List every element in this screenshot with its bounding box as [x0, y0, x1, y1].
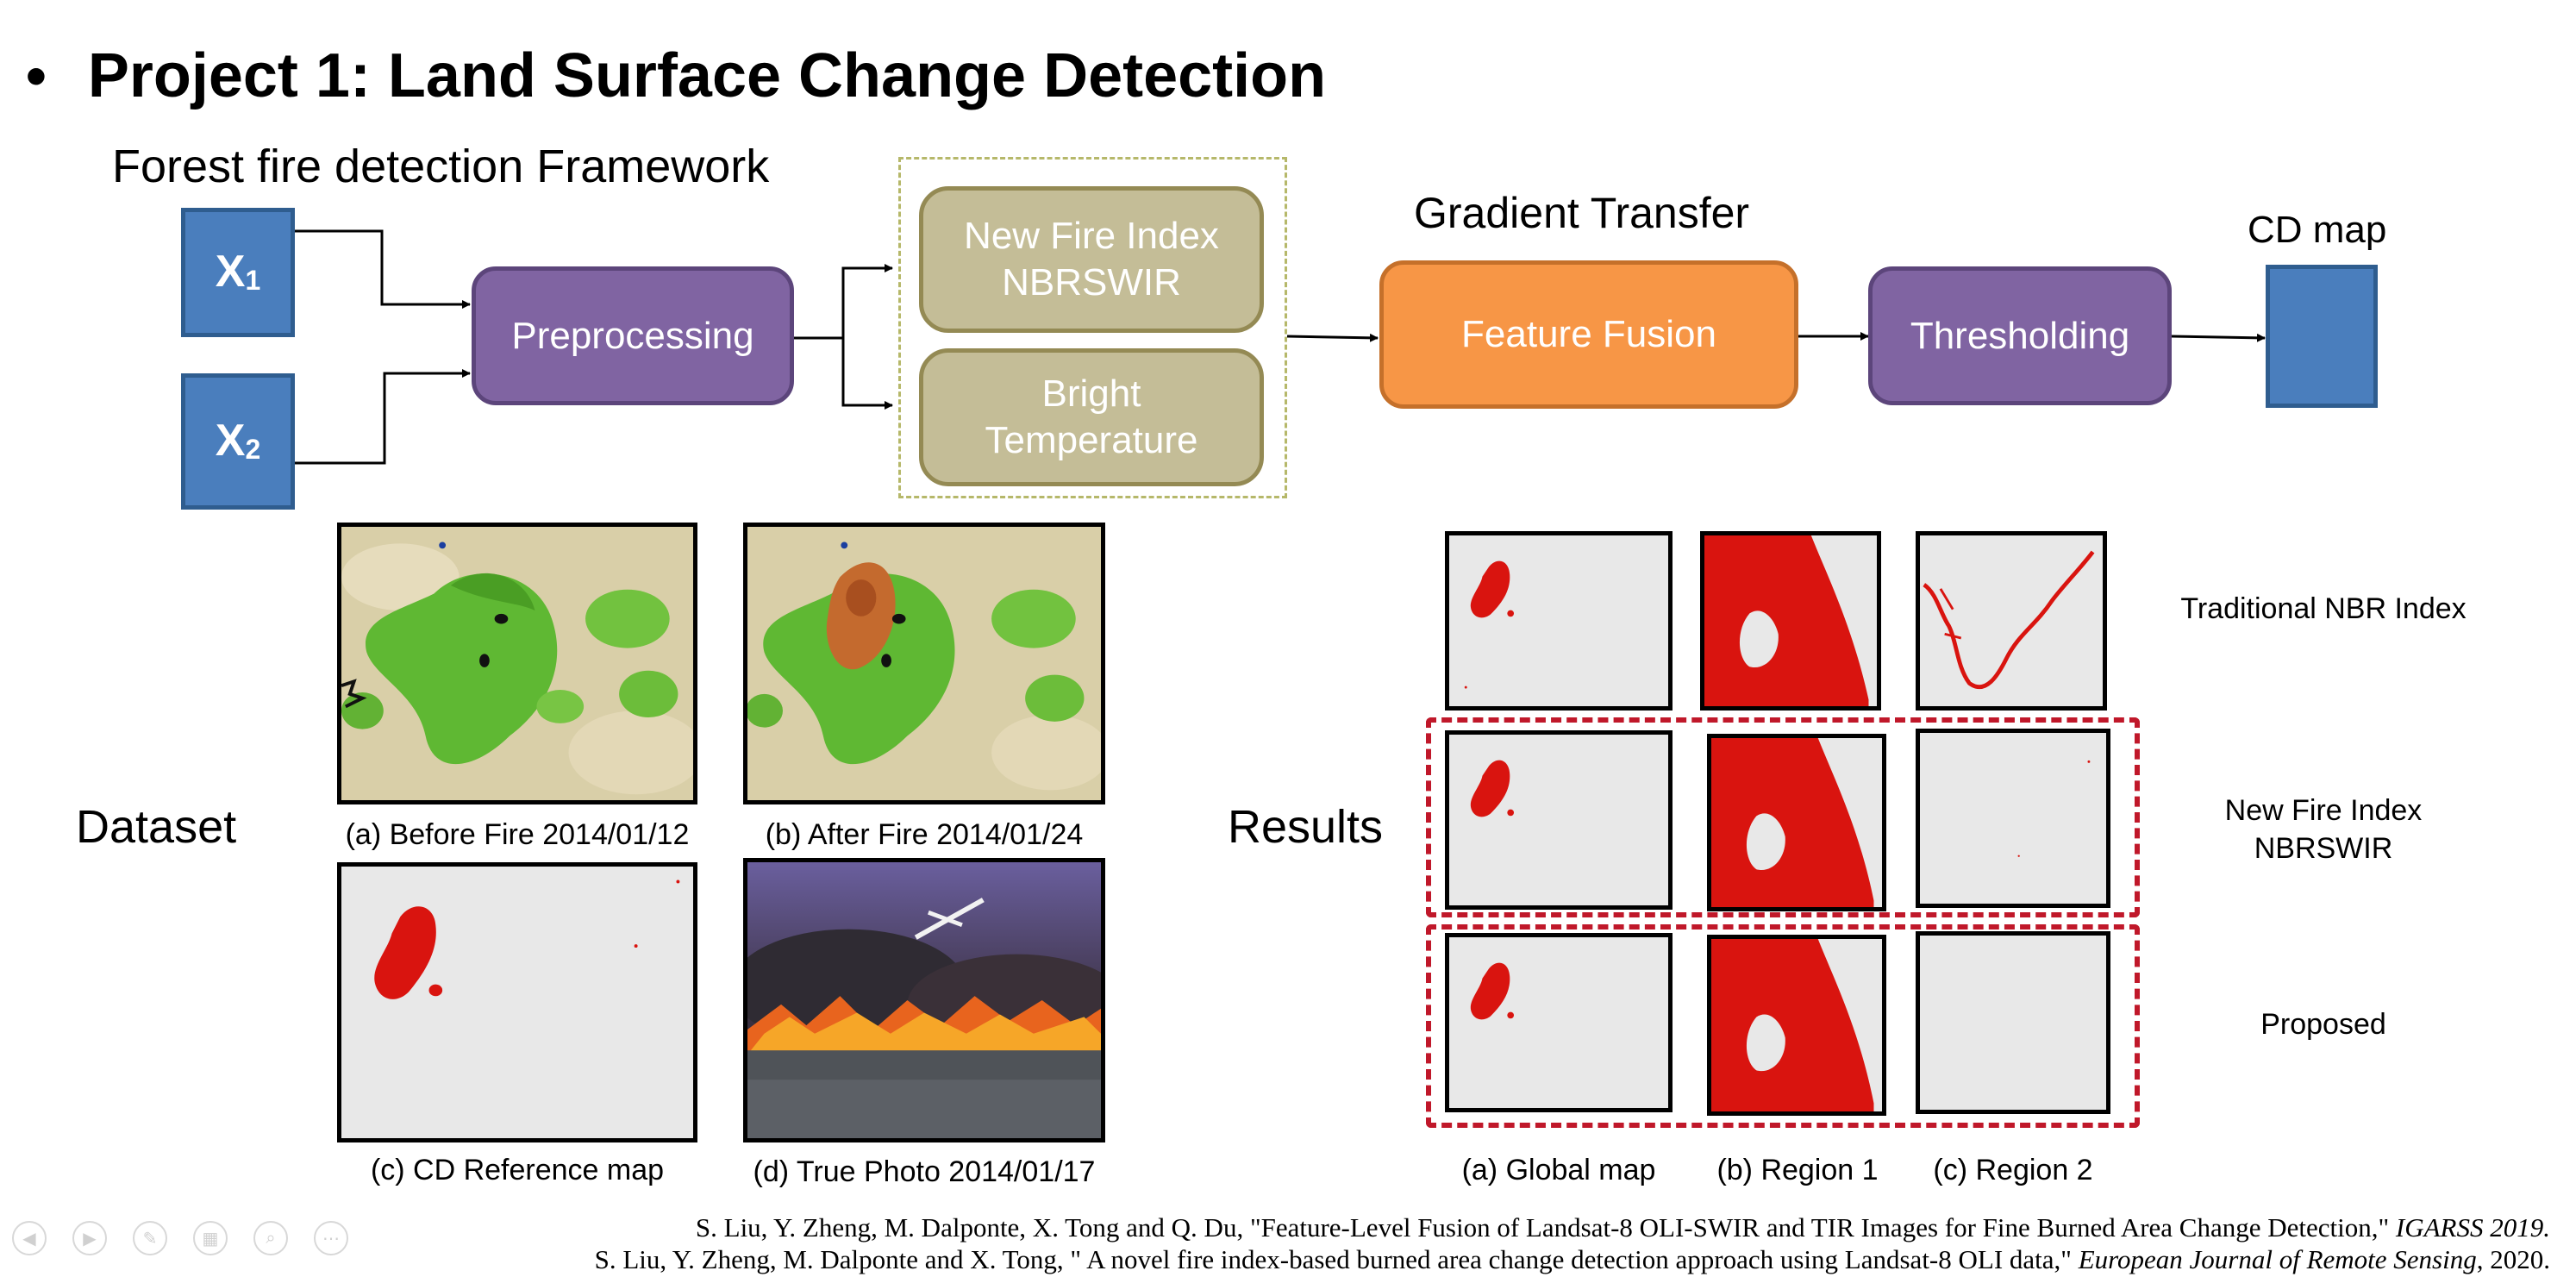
x1-to-preprocessing-arrow: [295, 231, 470, 304]
column-caption-region1: (b) Region 1: [1716, 1154, 1879, 1186]
reference-2-text: S. Liu, Y. Zheng, M. Dalponte and X. Tong, " A novel fire index-based burned area change detection approach using Landsat-8 OLI data,": [594, 1244, 2079, 1274]
reference-1-venue: IGARSS 2019.: [2395, 1212, 2550, 1243]
result-proposed-region1: [1707, 935, 1886, 1116]
preprocessing-box: Preprocessing: [472, 266, 794, 405]
pen-icon[interactable]: ✎: [133, 1221, 167, 1255]
row-label-nfi-line1: New Fire Index: [2224, 794, 2423, 827]
result-nbrswir-global: [1445, 730, 1673, 910]
result-nbr-global: [1445, 531, 1673, 710]
x2-subscript: 2: [245, 434, 261, 466]
slides-grid-icon[interactable]: ▦: [193, 1221, 228, 1255]
cd-reference-map-image: [337, 862, 697, 1142]
x2-label: X: [215, 416, 246, 466]
row-label-new-fire-index: [2121, 792, 2526, 867]
fire-index-line1: New Fire Index: [964, 215, 1219, 258]
caption-true-photo: (d) True Photo 2014/01/17: [753, 1155, 1096, 1188]
group-to-fusion-arrow: [1287, 336, 1378, 338]
input-x2-box: [181, 373, 295, 510]
next-slide-icon[interactable]: ▶: [72, 1221, 107, 1255]
row-label-proposed: Proposed: [2260, 1008, 2386, 1041]
result-nbr-region2: [1916, 531, 2107, 710]
input-x1-box: [181, 208, 295, 337]
true-photo-image: [743, 858, 1105, 1142]
fire-index-line2: NBRSWIR: [1002, 261, 1181, 304]
caption-before-fire: (a) Before Fire 2014/01/12: [345, 818, 690, 851]
column-caption-global: (a) Global map: [1461, 1154, 1656, 1186]
more-options-icon[interactable]: ⋯: [314, 1221, 348, 1255]
zoom-icon[interactable]: ⌕: [253, 1221, 288, 1255]
after-fire-image: [743, 523, 1105, 804]
presentation-controls: [12, 1221, 348, 1255]
x1-subscript: 1: [245, 265, 261, 297]
caption-after-fire: (b) After Fire 2014/01/24: [765, 818, 1084, 851]
thresholding-box: Thresholding: [1868, 266, 2172, 405]
flow-connectors: [0, 0, 2576, 552]
reference-2-year: , 2020.: [2476, 1244, 2550, 1274]
slide-title: Project 1: Land Surface Change Detection: [87, 41, 1327, 110]
bright-line2: Temperature: [985, 419, 1198, 461]
reference-1-text: S. Liu, Y. Zheng, M. Dalponte, X. Tong and Q. Du, "Feature-Level Fusion of Landsat-8 OLI-SWIR and TIR Images for Fine Burned Area Change Detection,": [695, 1212, 2396, 1243]
row-label-traditional-nbr: Traditional NBR Index: [2180, 592, 2467, 625]
caption-cd-reference: (c) CD Reference map: [370, 1154, 665, 1186]
reference-2-venue: European Journal of Remote Sensing: [2078, 1244, 2477, 1274]
result-nbrswir-region2: [1916, 729, 2110, 908]
results-label: Results: [1228, 801, 1384, 853]
thresholding-to-cdmap-arrow: [2172, 336, 2265, 338]
column-caption-region2: (c) Region 2: [1933, 1154, 2093, 1186]
gradient-transfer-label: Gradient Transfer: [1414, 189, 1750, 237]
result-nbrswir-region1: [1707, 734, 1886, 911]
x2-to-preprocessing-arrow: [295, 373, 470, 463]
result-proposed-global: [1445, 933, 1673, 1112]
row-label-nfi-line2: NBRSWIR: [2254, 832, 2393, 866]
before-fire-image: [337, 523, 697, 804]
cd-map-label: CD map: [2248, 209, 2387, 251]
framework-heading: Forest fire detection Framework: [112, 141, 770, 192]
branch-to-index-arrow: [843, 268, 892, 338]
previous-slide-icon[interactable]: ◀: [12, 1221, 47, 1255]
reference-2: [595, 1243, 2550, 1277]
title-bullet: •: [26, 43, 47, 109]
bright-temperature-box: [919, 348, 1264, 486]
result-proposed-region2: [1916, 931, 2110, 1114]
reference-1: [696, 1211, 2550, 1245]
bright-line1: Bright: [1041, 372, 1141, 416]
fire-index-box: [919, 186, 1264, 333]
cd-map-box: [2266, 265, 2378, 408]
feature-fusion-box: Feature Fusion: [1379, 260, 1798, 409]
result-nbr-region1: [1700, 531, 1881, 710]
branch-to-bright-arrow: [843, 338, 892, 405]
dataset-label: Dataset: [76, 801, 237, 853]
x1-label: X: [215, 247, 246, 297]
